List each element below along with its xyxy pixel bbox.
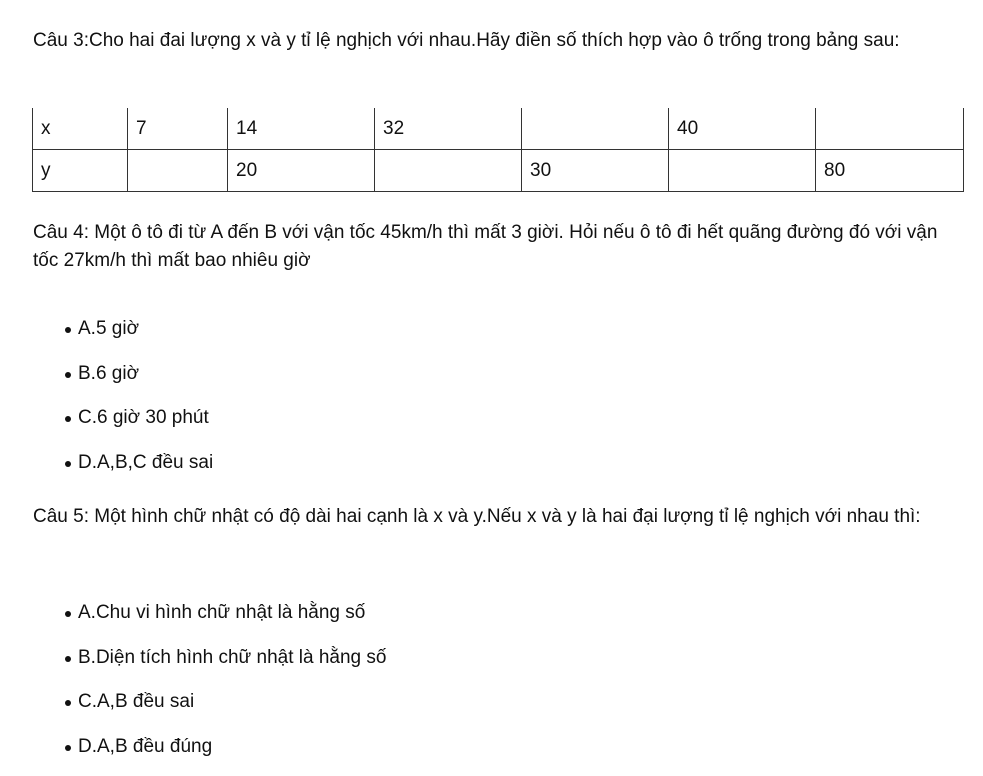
bullet-icon (65, 327, 71, 333)
bullet-icon (65, 700, 71, 706)
option-label: C.A,B đều sai (78, 691, 195, 713)
question-5-text: Câu 5: Một hình chữ nhật có độ dài hai cạnh là x và y.Nếu x và y là hai đại lượng tỉ lệ nghịch với nhau thì: (33, 506, 921, 527)
option-label: D.A,B đều đúng (78, 735, 213, 757)
list-item (64, 314, 213, 359)
table-cell: 80 (816, 150, 964, 192)
table-row-x (33, 108, 964, 150)
bullet-icon (65, 416, 71, 422)
question-5-options (64, 598, 386, 776)
list-item (64, 598, 386, 643)
bullet-icon (65, 656, 71, 662)
table-cell: 14 (228, 108, 375, 150)
question-4-options (64, 314, 213, 492)
option-label: A.Chu vi hình chữ nhật là hằng số (78, 602, 366, 623)
table-cell: 40 (669, 108, 816, 150)
table-cell (522, 108, 669, 150)
list-item (64, 448, 213, 493)
table-cell: 7 (128, 108, 228, 150)
table-cell (375, 150, 522, 192)
table-cell (816, 108, 964, 150)
table-row-y (33, 150, 964, 192)
option-label: A.5 giờ (78, 318, 140, 339)
list-item (64, 359, 213, 404)
table-cell: y (33, 150, 128, 192)
list-item (64, 403, 213, 448)
inverse-proportion-table (32, 108, 964, 192)
bullet-icon (65, 745, 71, 751)
question-4-text: Câu 4: Một ô tô đi từ A đến B với vận tốc 45km/h thì mất 3 giời. Hỏi nếu ô tô đi hết quãng đường đó với vận tốc 27km/h thì mất bao nhiêu giờ (33, 222, 938, 271)
table-cell: 32 (375, 108, 522, 150)
option-label: B.Diện tích hình chữ nhật là hằng số (78, 646, 387, 668)
option-label: B.6 giờ (78, 362, 140, 384)
bullet-icon (65, 372, 71, 378)
table-cell: x (33, 108, 128, 150)
option-label: D.A,B,C đều sai (78, 451, 214, 473)
question-3-text: Câu 3:Cho hai đai lượng x và y tỉ lệ nghịch với nhau.Hãy điền số thích hợp vào ô trống trong bảng sau: (33, 30, 900, 51)
list-item (64, 643, 386, 688)
table-cell (669, 150, 816, 192)
bullet-icon (65, 461, 71, 467)
table-cell: 20 (228, 150, 375, 192)
list-item (64, 687, 386, 732)
table-cell: 30 (522, 150, 669, 192)
table-cell (128, 150, 228, 192)
option-label: C.6 giờ 30 phút (78, 407, 209, 429)
list-item (64, 732, 386, 776)
bullet-icon (65, 611, 71, 617)
